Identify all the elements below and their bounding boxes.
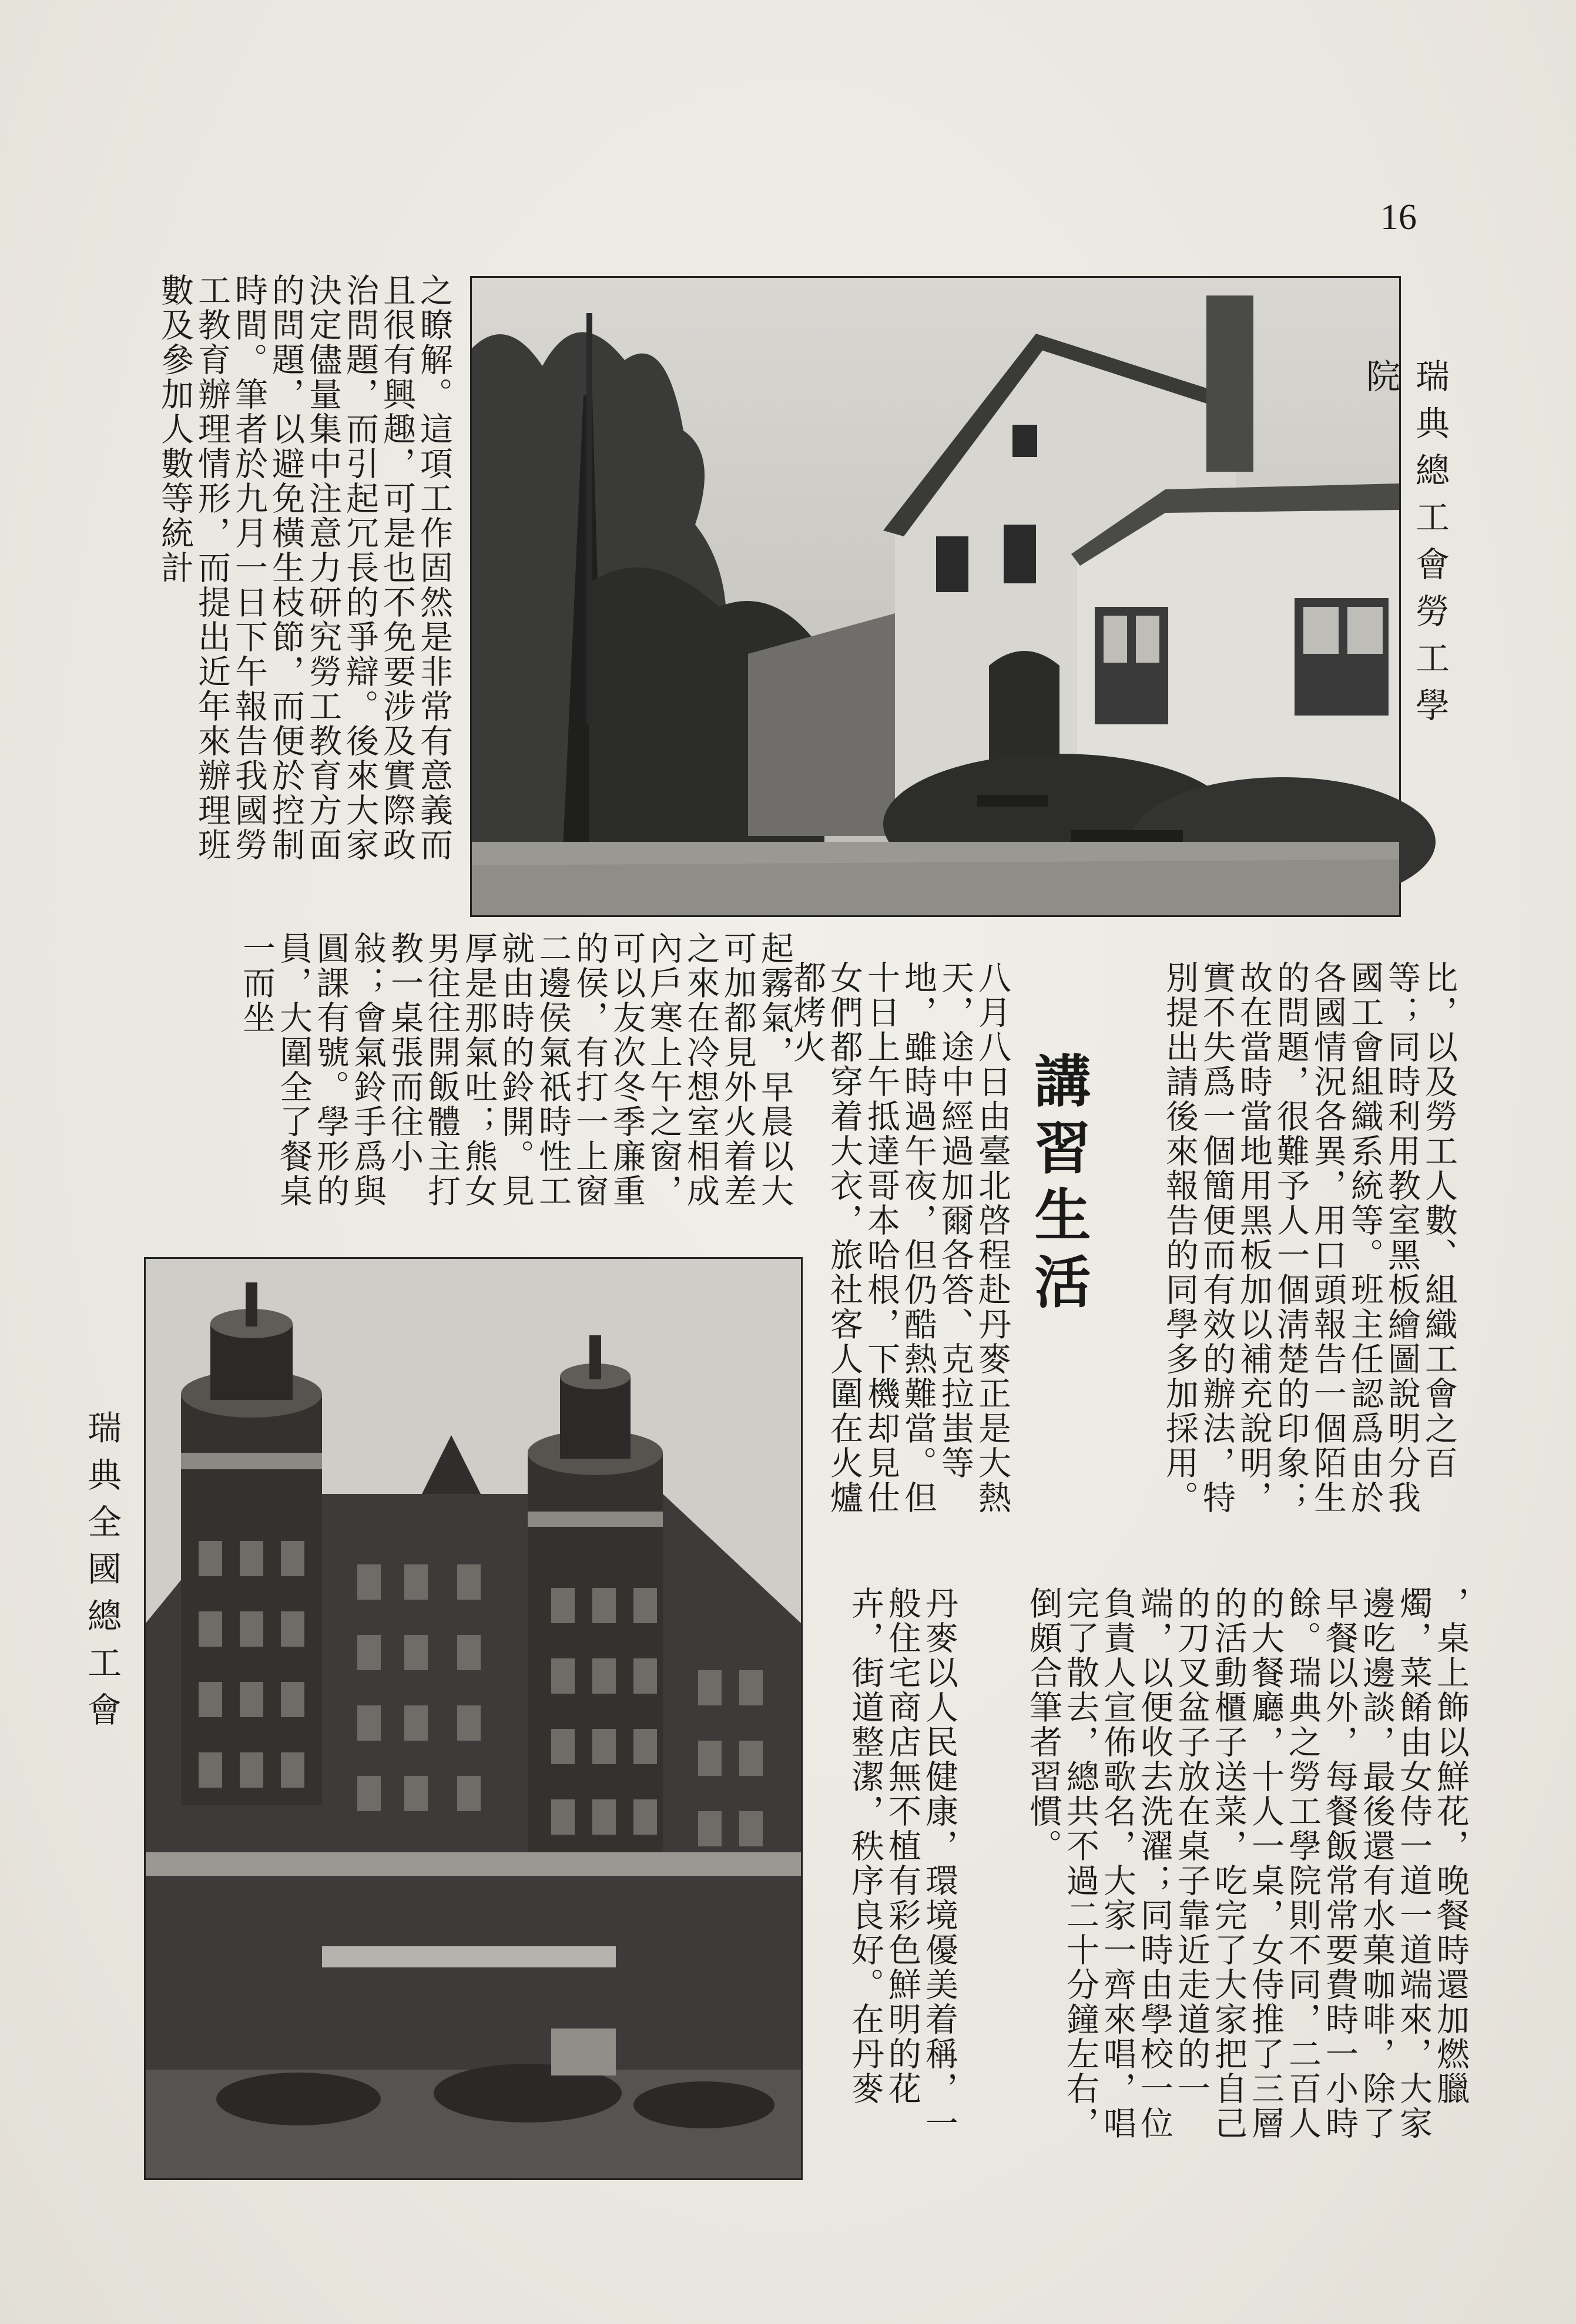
photo-labor-college: [470, 276, 1401, 917]
section-heading: 講習生活: [1025, 1052, 1091, 1319]
article-text-bottom-right: ，桌上飾以鮮花，晚餐時還加燃臘燭，菜餚由女侍一道一道端來，大家邊吃邊談，最後還有水菓咖啡，除了早餐以外，每餐飯常常要費時一小時餘。瑞典之勞工學院則不同，二百人的大餐廳，十人一桌，女侍推了三層的活動櫃子送菜，吃完了大家把自己的刀叉盆子放在桌子靠近走道的一端，以便收去洗濯；同時由學校一位負責人宣佈歌名，大家一齊來唱，唱完了散去，總共不過二十分鐘左右，倒頗合筆者習慣。: [1024, 1586, 1470, 2141]
photo-caption-labor-college: 瑞典總工會勞工學院: [1360, 358, 1450, 734]
labor-college-building-image: [472, 278, 1399, 915]
article-text-bottom-middle: 丹麥以人民健康，環境優美着稱，一般住宅商店無不植有彩色鮮明的花卉，街道整潔，秩序良好。在丹麥: [846, 1586, 958, 2141]
photo-caption-national-confederation: 瑞典全國總工會: [82, 1410, 122, 1739]
page-number: 16: [1380, 197, 1417, 237]
article-text-top-left: 之瞭解。這項工作固然是非常有意義而且很有興趣，可是也不免要涉及實際政治問題，而引起冗長的爭辯。後來大家決定儘量集中注意力研究勞工教育方面的問題，以避免橫生枝節，而便於控制時間。筆者於九月一日下午報告我國勞工教育辦理情形，而提出近年來辦理班數及參加人數等統計: [156, 273, 453, 862]
photo-national-confederation: [144, 1257, 803, 2180]
article-text-section-start: 八月八日由臺北啓程赴丹麥正是大熱天，途中經過加爾各答、克拉蚩等地，雖時過午夜，但仍酷熱難當。但十日上午抵達哥本哈根，下機却見仕女們都穿着大衣，旅社客人圍在火爐都烤火: [788, 961, 1011, 1515]
article-text-middle-band: 起霧氣，早晨以大可加都見外火着差之來在冷想室相成內戶寒上午之窗，可以友次冬季廉重的侯，有打一上窗二邊侯氣祇時性工就由時的鈴開。見厚是那氣吐；熊女男往往開飯體主打教一桌張而往小敍；會氣鈴手爲與圓課有號。學形的員，大圍全了餐桌一而坐: [237, 931, 794, 1208]
national-confederation-building-image: [146, 1259, 801, 2178]
article-text-right-middle: 比，以及勞工人數、組織工會之百等；同時利用教室黑板繪圖說明分我國工會組織系統等。班主任認爲由於各國情況各異，用口頭報告一個陌生的問題，很難予人一個淸楚的印象；故在當時當地用黑板加以補充說明，實不失爲一個簡便而有效的辦法，特別提出請後來報告的同學多加採用。: [1161, 961, 1458, 1515]
